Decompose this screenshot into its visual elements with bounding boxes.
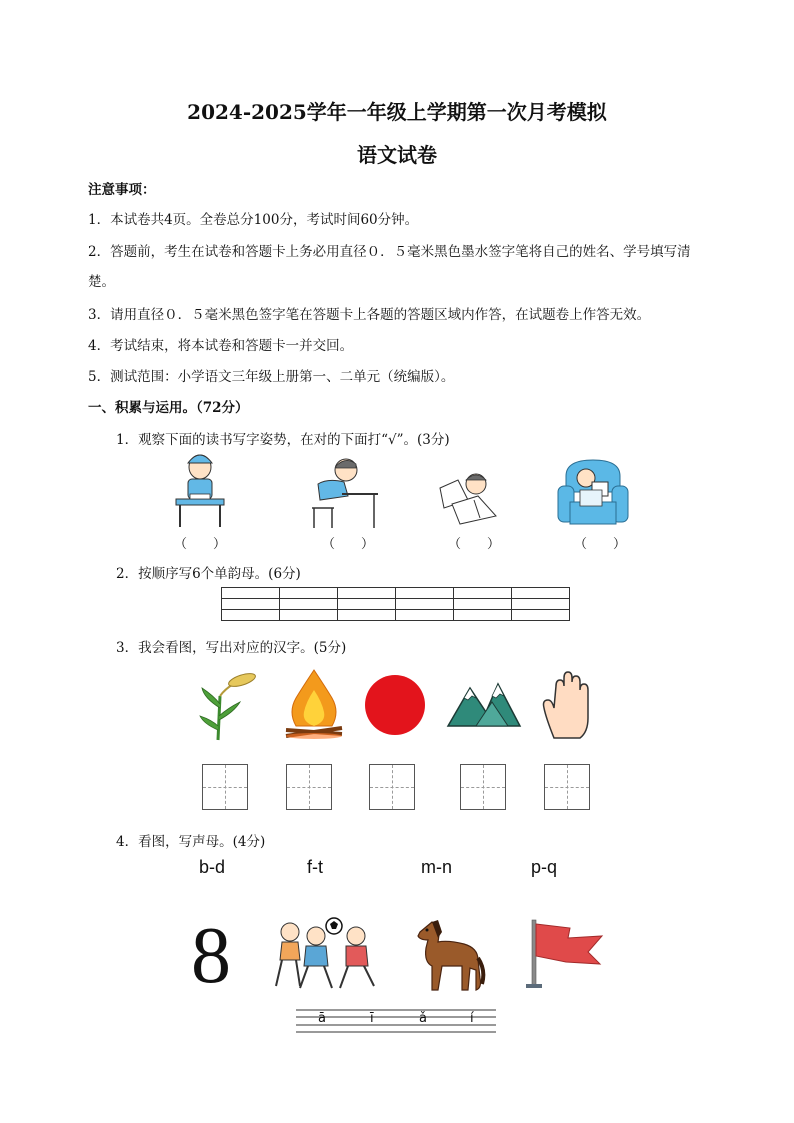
- child-reading-lying-down-icon: [438, 470, 498, 526]
- boy-hunched-writing-icon: [306, 454, 380, 530]
- grid-cell[interactable]: [222, 588, 280, 599]
- pinyin-four-line-grid[interactable]: [296, 1009, 496, 1033]
- note-item: 3．请用直径０．５毫米黑色签字笔在答题卡上各题的答题区域内作答，在试题卷上作答无效。: [88, 307, 651, 323]
- consonant-pair: p-q: [531, 857, 558, 877]
- note-item: 楚。: [88, 274, 115, 290]
- tone-mark: ā: [318, 1011, 326, 1026]
- consonant-pair: f-t: [307, 857, 323, 877]
- grid-cell[interactable]: [280, 588, 338, 599]
- question-2: 2．按顺序写6个单韵母。(6分): [116, 566, 301, 582]
- red-sun-icon: [364, 674, 426, 736]
- character-writing-box[interactable]: [369, 764, 415, 810]
- note-item: 5．测试范围：小学语文三年级上册第一、二单元（统编版）。: [88, 369, 455, 385]
- pinyin-writing-grid[interactable]: [221, 587, 570, 621]
- number-eight: 8: [191, 912, 231, 1000]
- tone-mark: í: [470, 1011, 474, 1026]
- section-heading: 一、积累与运用。（72分）: [88, 400, 249, 416]
- consonant-pair: m-n: [421, 857, 452, 877]
- grid-cell[interactable]: [338, 610, 396, 621]
- grid-cell[interactable]: [222, 610, 280, 621]
- grid-cell[interactable]: [512, 588, 570, 599]
- grid-cell[interactable]: [454, 599, 512, 610]
- note-item: 4．考试结束，将本试卷和答题卡一并交回。: [88, 338, 354, 354]
- grid-cell[interactable]: [280, 599, 338, 610]
- note-item: 1．本试卷共4页。全卷总分100分，考试时间60分钟。: [88, 212, 419, 228]
- consonant-pair: b-d: [199, 857, 226, 877]
- boy-writing-at-desk-icon: [170, 449, 230, 529]
- notes-heading: 注意事项：: [88, 182, 156, 198]
- grid-cell[interactable]: [454, 588, 512, 599]
- horse-icon: [414, 918, 486, 992]
- grid-cell[interactable]: [338, 599, 396, 610]
- character-writing-box[interactable]: [286, 764, 332, 810]
- hand-icon: [540, 668, 600, 740]
- note-item: 2．答题前，考生在试卷和答题卡上务必用直径０．５毫米黑色墨水签字笔将自己的姓名、学号填写清: [88, 244, 691, 260]
- page-subtitle: 语文试卷: [357, 143, 437, 167]
- answer-blank[interactable]: （ ）: [448, 537, 501, 552]
- grid-cell[interactable]: [454, 610, 512, 621]
- answer-blank[interactable]: （ ）: [574, 537, 627, 552]
- fire-icon: [282, 668, 346, 740]
- grid-cell[interactable]: [396, 599, 454, 610]
- grid-cell[interactable]: [512, 599, 570, 610]
- child-reading-in-armchair-icon: [556, 456, 630, 528]
- grid-cell[interactable]: [396, 588, 454, 599]
- grid-cell[interactable]: [280, 610, 338, 621]
- rice-plant-icon: [196, 668, 260, 742]
- red-flag-icon: [522, 918, 604, 990]
- character-writing-box[interactable]: [544, 764, 590, 810]
- answer-blank[interactable]: （ ）: [174, 537, 227, 552]
- grid-cell[interactable]: [338, 588, 396, 599]
- question-1: 1．观察下面的读书写字姿势，在对的下面打“√”。(3分): [116, 432, 450, 448]
- character-writing-box[interactable]: [460, 764, 506, 810]
- mountain-icon: [446, 678, 522, 728]
- character-writing-box[interactable]: [202, 764, 248, 810]
- grid-cell[interactable]: [396, 610, 454, 621]
- answer-blank[interactable]: （ ）: [322, 537, 375, 552]
- children-playing-ball-icon: [270, 916, 380, 992]
- question-4: 4．看图，写声母。(4分): [116, 834, 266, 850]
- question-3: 3．我会看图，写出对应的汉字。(5分): [116, 640, 347, 656]
- grid-cell[interactable]: [222, 599, 280, 610]
- tone-mark: ī: [370, 1011, 374, 1026]
- tone-mark: ǎ: [419, 1011, 427, 1026]
- grid-cell[interactable]: [512, 610, 570, 621]
- page-title: 2024-2025学年一年级上学期第一次月考模拟: [187, 100, 607, 124]
